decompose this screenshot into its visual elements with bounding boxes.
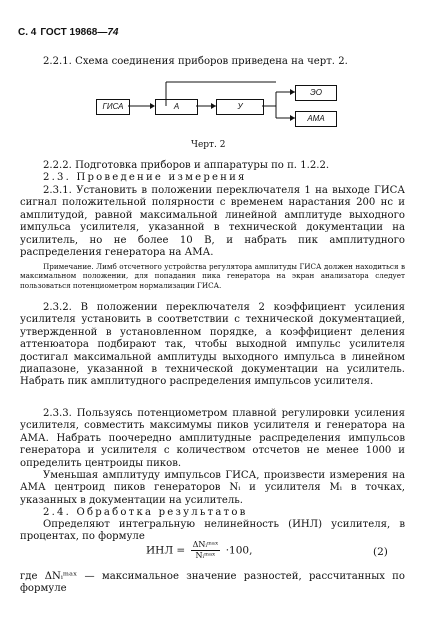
formula-rhs: ·100, (225, 544, 253, 557)
connection-diagram (96, 72, 386, 152)
formula-denominator: Nᵢᵐᵃˣ (195, 551, 216, 560)
block-amplifier: У (216, 99, 264, 115)
block-attenuator: А (155, 99, 198, 115)
formula-inl (146, 540, 252, 561)
section-2-4-title: 2.4. Обработка результатов (43, 507, 248, 518)
block-gisa: ГИСА (96, 99, 130, 115)
formula-numerator: ΔNᵢᵐᵃˣ (192, 540, 219, 549)
page-header (18, 27, 118, 38)
standard-id: ГОСТ 19868 (40, 27, 98, 38)
section-2-3-title: 2.3. Проведение измерения (43, 172, 247, 183)
standard-year: —74 (97, 27, 119, 38)
para-2-2-2: 2.2.2. Подготовка приборов и аппаратуры по п. 1.2.2. (43, 160, 330, 171)
note: Примечание. Лимб отсчетного устройства регулятора амплитуды ГИСА должен находиться в максимальном положении, для попадания пика генератора на экран анализатора следует пользоваться потенциометром нормализации ГИСА. (20, 262, 405, 290)
para-2-3-1: 2.3.1. Установить в положении переключателя 1 на выходе ГИСА сигнал положительной полярности с временем нарастания 200 нс и амплитудой, равной максимальной линейной амплитуде выходного импульса усилителя, указанной в технической документации на усилитель, но не более 10 В, и набрать пик амплитудного распределения генератора на АМА. (20, 185, 405, 259)
para-2-3-2: 2.3.2. В положении переключателя 2 коэффициент усиления усилителя установить в соответствии с технической документацией, утвержденной в установленном порядке, а коэффициент деления аттенюатора подбирают так, чтобы выходной импульс усилителя достигал максимальной амплитуды выходного импульса в линейном диапазоне, указанной в технической документации на усилитель. Набрать пик амплитудного распределения импульсов усилителя. (20, 302, 405, 388)
block-oscilloscope: ЭО (295, 85, 337, 101)
equation-number: (2) (373, 546, 388, 558)
page-number: С. 4 (18, 27, 37, 38)
formula-lhs: ИНЛ = (146, 544, 186, 557)
para-where: где ΔNᵢᵐᵃˣ — максимальное значение разностей, рассчитанных по формуле (20, 571, 405, 595)
para-2-2-1: 2.2.1. Схема соединения приборов приведена на черт. 2. (43, 56, 348, 67)
formula-fraction (191, 540, 221, 561)
para-2-3-3: 2.3.3. Пользуясь потенциометром плавной регулировки усиления усилителя, совместить максимумы пиков усилителя и генератора на АМА. Набрать поочередно амплитудные распределения импульсов генератора и усилителя с количеством отсчетов не менее 1000 и определить центроиды пиков. (20, 408, 405, 469)
para-2-4: Определяют интегральную нелинейность (ИНЛ) усилителя, в процентах, по формуле (20, 519, 405, 543)
para-reduce: Уменьшая амплитуду импульсов ГИСА, произвести измерения на АМА центроид пиков генераторов Nᵢ и усилителя Mᵢ в точках, указанных в документации на усилитель. (20, 470, 405, 506)
block-analyzer: АМА (295, 111, 337, 127)
figure-caption: Черт. 2 (191, 140, 226, 150)
